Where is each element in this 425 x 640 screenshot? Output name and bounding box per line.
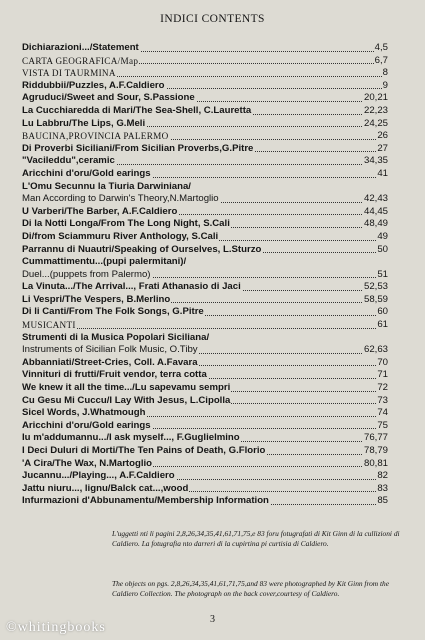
- toc-entry-page: 78,79: [363, 445, 388, 456]
- toc-entry-page: 85: [377, 495, 388, 507]
- toc-entry-title: "Vacileddu",ceramic: [22, 155, 115, 167]
- toc-entry: [22, 495, 388, 508]
- note-sicilian: [112, 529, 402, 548]
- toc-entry-page: 48,49: [363, 218, 388, 230]
- toc-entry-title: Dichiarazioni.../Statement: [22, 42, 139, 53]
- toc-entry-title: BAUCINA,PROVINCIA PALERMO: [22, 131, 169, 142]
- toc-entry-title: Duel...(puppets from Palermo): [22, 268, 151, 280]
- toc-entry-title: VISTA DI TAURMINA: [22, 68, 116, 79]
- toc-entry: [22, 168, 388, 181]
- toc-entry: [22, 319, 388, 332]
- toc-entry-title: Agruduci/Sweet and Sour, S.Passione: [22, 92, 195, 104]
- toc-entry-page: 58,59: [363, 293, 388, 305]
- toc-entry: [22, 269, 388, 282]
- toc-entry: [22, 193, 388, 206]
- heading-indici: INDICI: [160, 13, 199, 25]
- toc-entry-title: Sicel Words, J.Whatmough: [22, 407, 146, 419]
- note-english-text: The objects on pgs. 2,8,26,34,35,41,61,71,75,and 83 were photographed by Kit Ginn from the Caldiero Collection. The photograph on the back cover,courtesy of Caldiero.: [112, 579, 389, 598]
- toc-entry-title: Di li Canti/From The Folk Songs, G.Pitre: [22, 306, 204, 318]
- toc-entry-page: 73: [377, 394, 388, 406]
- toc-entry: [22, 407, 388, 420]
- toc-entry-page: 70: [377, 356, 388, 368]
- toc-entry-page: 76,77: [363, 432, 388, 444]
- toc-entry: [22, 357, 388, 370]
- toc-entry-page: 51: [377, 268, 388, 280]
- toc-entry: [22, 306, 388, 319]
- toc-entry-page: 20,21: [363, 92, 388, 104]
- toc-entry-page: 74: [377, 407, 388, 419]
- toc-entry: [22, 55, 388, 68]
- toc-entry-title: Man According to Darwin's Theory,N.Martoglio: [22, 193, 219, 205]
- toc-entry-page: 4,5: [374, 42, 388, 53]
- toc-entry: [22, 92, 388, 105]
- toc-entry-page: 82: [377, 470, 388, 482]
- toc-entry-page: 24,25: [363, 117, 388, 129]
- toc-entry-page: 83: [377, 482, 388, 494]
- toc-entry: [22, 332, 388, 345]
- watermark: ©whitingbooks: [6, 620, 106, 635]
- toc-entry-title: Infurmazioni d'Abbunamentu/Membership Information: [22, 495, 269, 507]
- toc-entry-title: La Cucchiaredda di Mari/The Sea-Shell, C.Lauretta: [22, 104, 252, 116]
- toc-entry: [22, 244, 388, 257]
- toc-entry-page: 42,43: [363, 193, 388, 205]
- toc-entry: [22, 369, 388, 382]
- toc-entry-page: 80,81: [363, 457, 388, 469]
- toc-entry-title: Cu Gesu Mi Cuccu/I Lay With Jesus, L.Cipolla: [22, 394, 231, 406]
- toc-entry-title: Vinnituri di frutti/Fruit vendor, terra cotta: [22, 369, 207, 381]
- toc-entry-title: Di Proverbi Siciliani/From Sicilian Proverbs,G.Pitre: [22, 142, 254, 154]
- heading-contents: CONTENTS: [201, 13, 265, 25]
- toc-entry: [22, 218, 388, 231]
- toc-entry-title: Strumenti di la Musica Popolari Siciliana/: [22, 331, 210, 343]
- toc-entry-page: 72: [377, 382, 388, 394]
- toc-entry: [22, 281, 388, 294]
- toc-entry-title: L'Omu Secunnu la Tiuria Darwiniana/: [22, 180, 191, 192]
- toc-entry-title: I Deci Duluri di Morti/The Ten Pains of Death, G.Florio: [22, 445, 266, 456]
- toc-entry: [22, 256, 388, 269]
- toc-entry: [22, 206, 388, 219]
- toc-entry-title: Abbanniati/Street-Cries, Coll. A.Favara: [22, 356, 198, 368]
- toc-entry-page: 49: [377, 230, 388, 242]
- toc-entry: [22, 155, 388, 168]
- toc-entry-title: Lu Labbru/The Lips, G.Meli: [22, 117, 146, 129]
- toc-entry: [22, 231, 388, 244]
- toc-entry-page: 27: [377, 142, 388, 154]
- note-english: [112, 579, 402, 598]
- toc-entry: [22, 80, 388, 93]
- toc-entry-title: Di/from Sciammuru River Anthology, S.Cali: [22, 230, 219, 242]
- toc-entry-page: 9: [382, 79, 388, 91]
- toc-entry-page: 8: [382, 67, 388, 79]
- toc-entry: [22, 118, 388, 131]
- toc-entry-title: Parrannu di Nuautri/Speaking of Ourselves, L.Sturzo: [22, 243, 262, 255]
- toc-entry: [22, 382, 388, 395]
- toc-entry-title: U Varberi/The Barber, A.F.Caldiero: [22, 205, 178, 217]
- toc-entry: [22, 294, 388, 307]
- toc-entry-page: 50: [377, 243, 388, 255]
- toc-entry-page: 44,45: [363, 205, 388, 217]
- toc-entry: [22, 143, 388, 156]
- toc-entry-title: 'A Cira/The Wax, N.Martoglio: [22, 457, 153, 469]
- toc-entry-title: Instruments of Sicilian Folk Music, O.Tiby: [22, 344, 198, 356]
- toc-entry-page: 22,23: [363, 104, 388, 116]
- toc-entry-page: 41: [377, 167, 388, 179]
- toc-entry-page: 6,7: [374, 54, 388, 66]
- toc-entry-title: Di la Notti Longa/From The Long Night, S.Cali: [22, 218, 230, 230]
- toc-entry: [22, 67, 388, 80]
- toc-entry-title: Jattu niuru..., lignu/Balck cat...,wood: [22, 482, 189, 494]
- toc-entry-title: Aricchini d'oru/Gold earings: [22, 167, 151, 179]
- toc-entry-title: Riddubbii/Puzzles, A.F.Caldiero: [22, 79, 165, 91]
- table-of-contents: [22, 42, 388, 508]
- toc-entry: [22, 130, 388, 143]
- toc-entry-page: 34,35: [363, 155, 388, 167]
- toc-entry-title: Iu m'addumannu.../I ask myself..., F.Guglielmino: [22, 432, 240, 444]
- toc-entry: [22, 483, 388, 496]
- toc-entry-title: Cummattimentu...(pupi palermitani)/: [22, 256, 187, 268]
- toc-entry: [22, 432, 388, 445]
- toc-entry: [22, 395, 388, 408]
- toc-entry-page: 60: [377, 306, 388, 318]
- note-sicilian-text: L'uggetti nti li pagini 2,8,26,34,35,41,61,71,75,e 83 foru fotugrafati di Kit Ginn di la cullizioni di Caldiero. La fotugrafia nto darreri di la cupirtina pi curtisia di Caldiero.: [112, 529, 400, 548]
- toc-entry-page: 61: [377, 319, 388, 331]
- toc-entry: [22, 105, 388, 118]
- toc-entry: [22, 458, 388, 471]
- toc-entry: [22, 42, 388, 55]
- toc-entry-title: Jucannu.../Playing..., A.F.Caldiero: [22, 470, 175, 482]
- toc-entry-page: 71: [377, 369, 388, 381]
- toc-entry-page: 26: [377, 130, 388, 142]
- toc-entry-page: 62,63: [363, 344, 388, 356]
- page-number: 3: [210, 614, 215, 625]
- toc-entry: [22, 470, 388, 483]
- toc-entry-title: CARTA GEOGRAFICA/Map: [22, 55, 139, 66]
- toc-entry: [22, 420, 388, 433]
- toc-entry-page: 75: [377, 419, 388, 431]
- page-heading: [0, 13, 425, 25]
- toc-entry: [22, 181, 388, 194]
- toc-entry-title: We knew it all the time.../Lu sapevamu sempri: [22, 382, 231, 394]
- toc-entry: [22, 445, 388, 458]
- toc-entry-title: MUSICANTI: [22, 320, 76, 331]
- toc-entry-title: Aricchini d'oru/Gold earings: [22, 419, 151, 431]
- toc-entry-page: 52,53: [363, 281, 388, 293]
- toc-entry-title: Li Vespri/The Vespers, B.Merlino: [22, 293, 171, 305]
- toc-entry: [22, 344, 388, 357]
- toc-entry-title: La Vinuta.../The Arrival..., Frati Athanasio di Jaci: [22, 281, 241, 293]
